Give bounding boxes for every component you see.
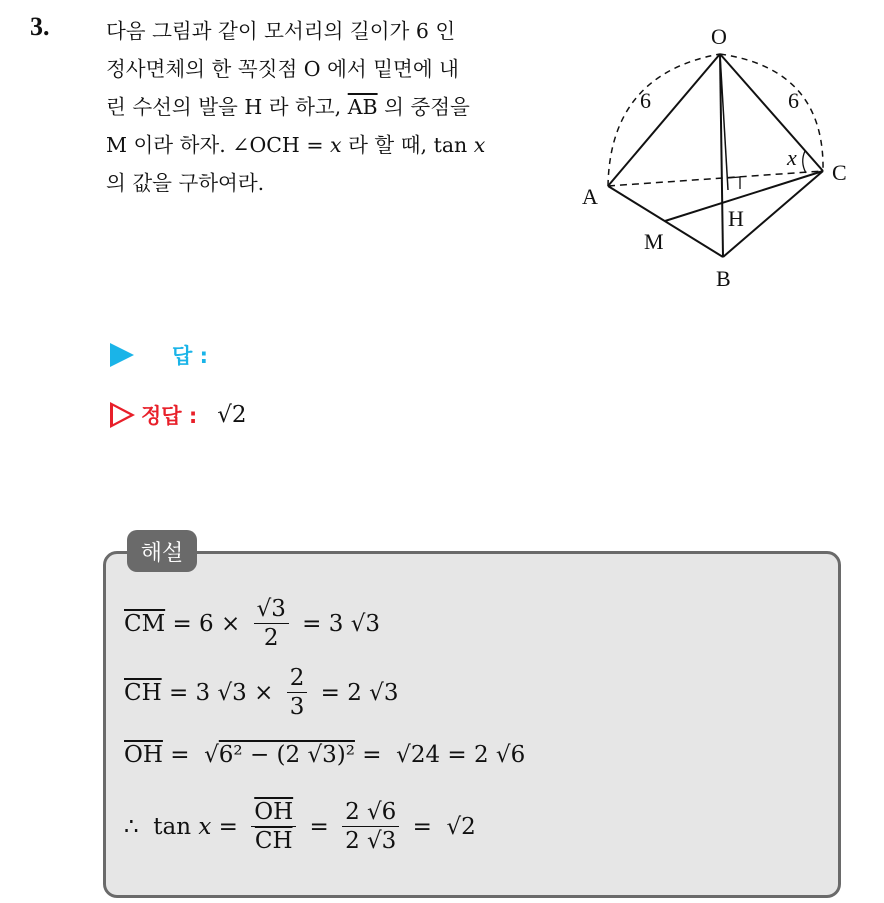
label-edge-left: 6 (640, 88, 651, 113)
segment-ab: $\overline{AB}$ (347, 95, 378, 119)
explanation-line-3: $\overline{OH}$ = √ 6² − (2 √3)² = √24 = 2 √6 (124, 742, 526, 768)
answer-row (110, 340, 208, 370)
correct-answer-row (110, 400, 247, 430)
explanation-badge: 해설 (127, 530, 197, 572)
explanation-line-2: $\overline{CH}$ = 3 √3 × $\frac{2}{3}$ = 2 √3 (124, 665, 399, 720)
outline-triangle-icon (110, 402, 135, 428)
play-triangle-icon (110, 343, 134, 367)
label-a: A (582, 184, 598, 209)
correct-answer-value: √2 (217, 402, 247, 428)
question-line: 린 수선의 발을 H 라 하고, $\overline{AB}$ 의 중점을 (106, 95, 470, 119)
explanation-line-1: $\overline{CM}$ = 6 × $\frac{√3}{2}$ = 3 √3 (124, 596, 381, 651)
label-b: B (716, 266, 731, 291)
answer-label: 답 : (172, 344, 208, 368)
question-line: M 이라 하자. ∠OCH = x 라 할 때, tan x (106, 133, 486, 157)
label-edge-right: 6 (788, 88, 799, 113)
question-line: 정사면체의 한 꼭짓점 O 에서 밑면에 내 (106, 57, 459, 81)
question-line: 의 값을 구하여라. (106, 171, 265, 195)
label-h: H (728, 206, 744, 231)
label-o: O (711, 24, 727, 49)
question-text (106, 12, 561, 202)
label-x: x (787, 145, 797, 170)
explanation-line-4: ∴ tan x = $\frac{\overline{OH}}{CH}$ = $\frac{2 √6}{2 √3}$ = √2 (124, 799, 476, 854)
tetrahedron-figure (570, 14, 870, 299)
correct-answer-label: 정답 : (141, 404, 198, 428)
question-line: 다음 그림과 같이 모서리의 길이가 6 인 (106, 19, 456, 43)
question-number: 3. (30, 12, 50, 41)
label-m: M (644, 229, 664, 254)
label-c: C (832, 160, 847, 185)
